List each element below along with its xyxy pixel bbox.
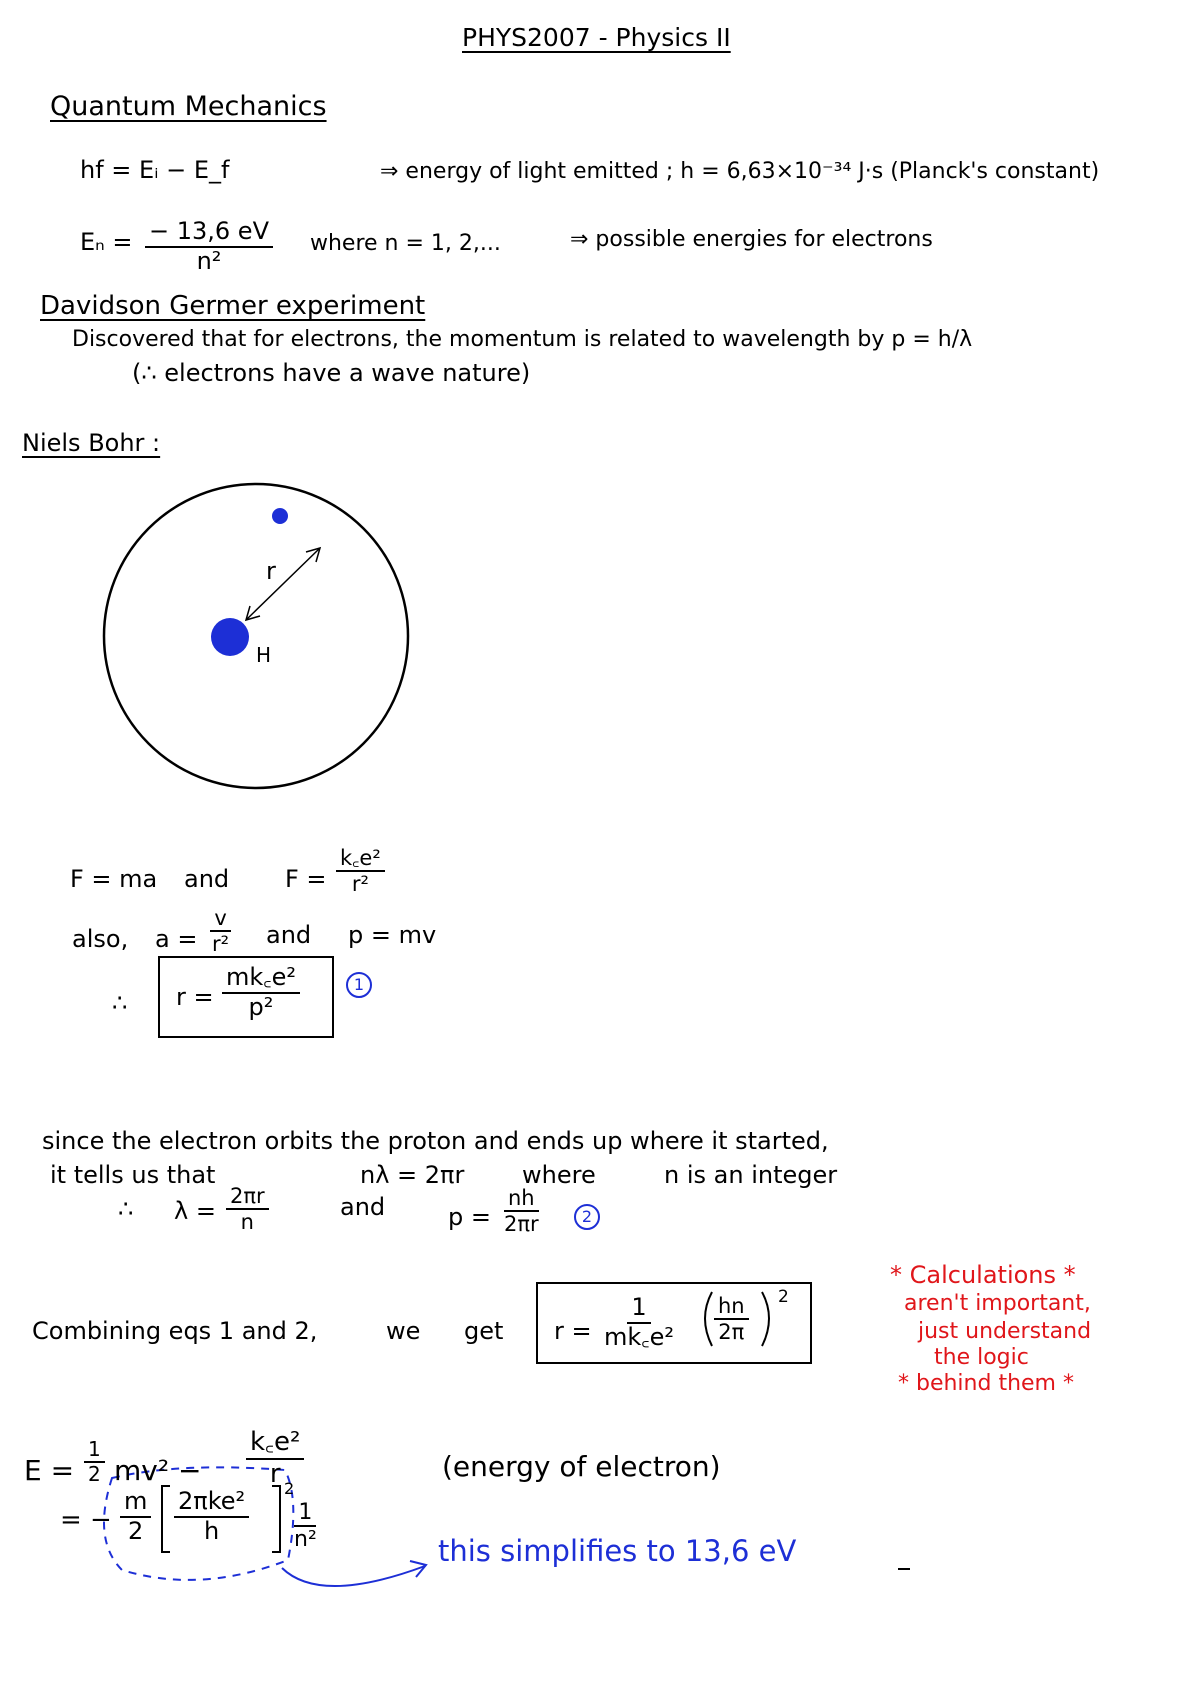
combine-text-b: we: [386, 1317, 421, 1345]
eq-f-coulomb-fraction: [336, 846, 385, 896]
energy-mv2: mv² −: [114, 1454, 202, 1487]
energy-bracket-fraction: [174, 1488, 249, 1545]
section-heading-davidson: Davidson Germer experiment: [40, 291, 426, 321]
ke-denominator: r: [269, 1458, 281, 1489]
energy-m-fraction: [120, 1488, 151, 1545]
m-numerator: m: [120, 1488, 151, 1518]
combined-fraction: [600, 1294, 678, 1351]
section-heading-quantum: Quantum Mechanics: [50, 91, 327, 122]
note-line-3: just understand: [918, 1319, 1092, 1344]
a-numerator: v: [210, 906, 230, 932]
half-denominator: 2: [88, 1462, 101, 1486]
m-denominator: 2: [128, 1516, 144, 1545]
eq-lambda-lhs: λ =: [174, 1197, 216, 1225]
eq-f-ma: F = ma: [70, 865, 158, 893]
orbit-line-2d: n is an integer: [664, 1161, 838, 1189]
equation-tag-1: 1: [346, 972, 372, 998]
eq-r-fraction: [222, 964, 300, 1021]
combined-exponent: 2: [778, 1287, 789, 1307]
energy-bracket-exponent: 2: [284, 1479, 295, 1498]
orbit-circle: [104, 484, 408, 788]
energy-ke-fraction: [246, 1428, 304, 1490]
electron-dot: [272, 508, 288, 524]
eq-a-fraction: [208, 906, 233, 956]
eq-p-fraction: [500, 1186, 543, 1236]
section-heading-bohr: Niels Bohr :: [22, 429, 161, 457]
left-square-bracket: [162, 1486, 170, 1552]
eq-a-lhs: a =: [155, 925, 198, 953]
orbit-line-2a: it tells us that: [50, 1161, 216, 1189]
eq-r-lhs: r =: [176, 983, 214, 1011]
derivation-and-1: and: [184, 865, 230, 893]
radius-arrow: [246, 548, 320, 620]
eq-p-mv: p = mv: [348, 921, 437, 949]
r-numerator: mk꜀e²: [222, 964, 300, 994]
energy-n-fraction: [290, 1500, 321, 1553]
p-numerator: nh: [504, 1186, 539, 1212]
radius-label: r: [266, 557, 276, 585]
equation-en-where: where n = 1, 2,...: [310, 231, 501, 256]
p-denominator: 2πr: [504, 1212, 539, 1237]
therefore-symbol-1: ∴: [112, 989, 128, 1017]
paren-denominator: 2π: [718, 1320, 745, 1345]
page-title: PHYS2007 - Physics II: [462, 23, 731, 52]
eq-f-coulomb-lhs: F =: [285, 865, 327, 893]
derivation-also: also,: [72, 925, 129, 953]
bracket-denominator: h: [203, 1516, 220, 1545]
half-numerator: 1: [84, 1438, 105, 1463]
energy-label: (energy of electron): [442, 1450, 721, 1483]
equation-hf: hf = Eᵢ − E_f: [80, 156, 230, 184]
orbit-line-2c: where: [522, 1161, 596, 1189]
combined-denominator: mk꜀e²: [604, 1322, 674, 1351]
eq-lambda-fraction: [226, 1184, 269, 1234]
combine-text-c: get: [464, 1317, 504, 1345]
simplify-arrow: [282, 1566, 425, 1586]
trailing-dash: [898, 1568, 910, 1570]
combined-paren-fraction: [714, 1294, 749, 1344]
coulomb-denominator: r²: [351, 872, 369, 897]
note-line-1: * Calculations *: [890, 1261, 1076, 1289]
energy-eq2-lhs: = −: [60, 1505, 112, 1535]
equation-en-lhs: Eₙ =: [80, 228, 133, 256]
nucleus-label: H: [256, 643, 272, 667]
equation-tag-2: 2: [574, 1204, 600, 1230]
combined-r-lhs: r =: [554, 1317, 592, 1345]
right-square-bracket: [272, 1486, 280, 1552]
combined-numerator: 1: [627, 1294, 650, 1324]
davidson-line-1: Discovered that for electrons, the momentum is related to wavelength by p = h/λ: [72, 327, 973, 352]
nucleus-dot: [211, 618, 249, 656]
n-denominator: n²: [294, 1527, 317, 1553]
note-line-2: aren't important,: [904, 1291, 1091, 1316]
simplify-note: this simplifies to 13,6 eV: [438, 1534, 797, 1568]
lambda-denominator: n: [240, 1210, 254, 1235]
combine-text-a: Combining eqs 1 and 2,: [32, 1317, 318, 1345]
ke-numerator: k꜀e²: [246, 1428, 304, 1460]
n-numerator: 1: [294, 1500, 316, 1527]
r-denominator: p²: [248, 992, 274, 1021]
energy-half-fraction: [84, 1438, 105, 1486]
davidson-line-2: (∴ electrons have a wave nature): [132, 359, 531, 387]
note-line-5: * behind them *: [898, 1371, 1074, 1396]
lambda-numerator: 2πr: [226, 1184, 269, 1210]
coulomb-numerator: k꜀e²: [336, 846, 385, 872]
orbit-line-2b: nλ = 2πr: [360, 1161, 465, 1189]
note-line-4: the logic: [934, 1345, 1029, 1370]
en-denominator: n²: [196, 246, 222, 275]
orbit-and: and: [340, 1193, 386, 1221]
paren-numerator: hn: [714, 1294, 749, 1320]
a-denominator: r²: [212, 932, 230, 957]
orbit-line-1: since the electron orbits the proton and ends up where it started,: [42, 1127, 829, 1155]
derivation-and-2: and: [266, 921, 312, 949]
en-numerator: − 13,6 eV: [145, 218, 273, 248]
equation-en-note: ⇒ possible energies for electrons: [570, 227, 933, 252]
energy-lhs: E =: [24, 1454, 75, 1487]
therefore-symbol-2: ∴: [118, 1195, 134, 1223]
bracket-numerator: 2πke²: [174, 1488, 249, 1518]
equation-hf-note: ⇒ energy of light emitted ; h = 6,63×10⁻³⁴ J·s (Planck's constant): [380, 159, 1100, 184]
eq-p-lhs: p =: [448, 1203, 491, 1231]
